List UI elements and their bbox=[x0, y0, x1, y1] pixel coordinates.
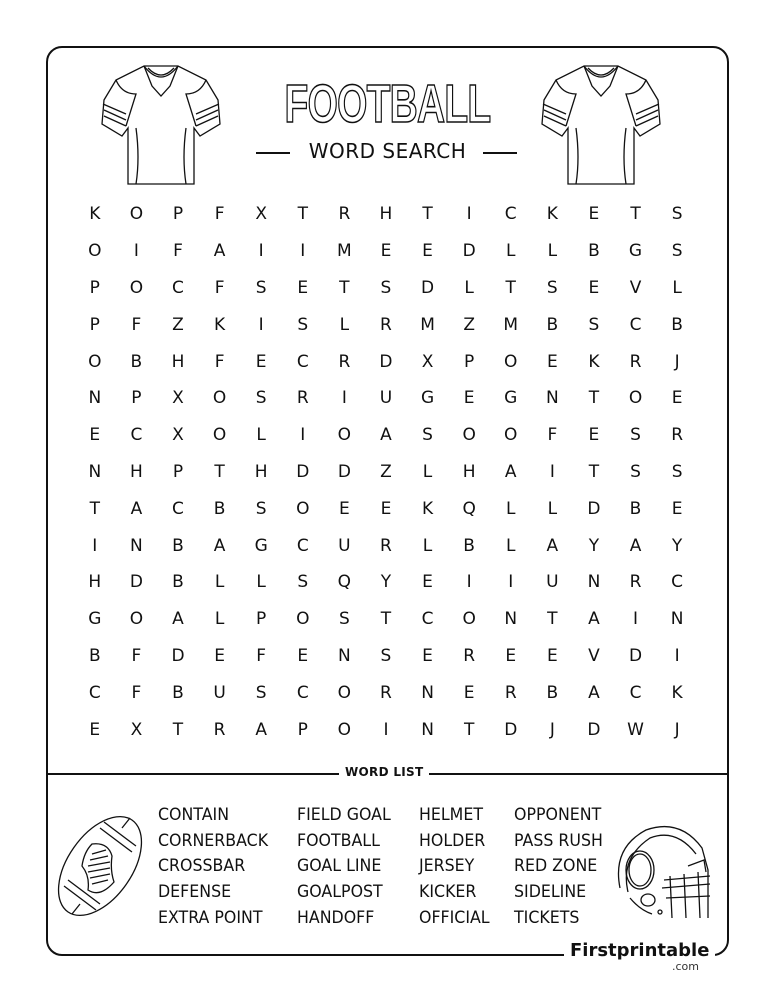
grid-cell: R bbox=[338, 351, 351, 372]
grid-cell: C bbox=[130, 425, 143, 446]
word-list-item: HANDOFF bbox=[297, 907, 375, 928]
grid-cell: H bbox=[254, 461, 268, 482]
subtitle-rule-right bbox=[483, 152, 517, 154]
grid-cell: T bbox=[630, 204, 641, 225]
grid-cell: A bbox=[255, 719, 267, 740]
grid-cell: I bbox=[633, 609, 639, 630]
grid-cell: K bbox=[421, 498, 434, 519]
grid-cell: D bbox=[171, 645, 185, 666]
grid-cell: A bbox=[172, 609, 184, 630]
grid-cell: B bbox=[213, 498, 226, 519]
grid-cell: O bbox=[628, 388, 643, 409]
grid-cell: K bbox=[214, 314, 226, 335]
grid-cell: R bbox=[380, 314, 392, 335]
word-list-item: OFFICIAL bbox=[419, 907, 490, 928]
brand-logo: Firstprintable bbox=[564, 940, 715, 961]
word-list-item: HOLDER bbox=[419, 830, 486, 851]
word-list-item: FIELD GOAL bbox=[297, 805, 391, 825]
word-list-column bbox=[419, 803, 495, 932]
grid-cell: S bbox=[255, 682, 267, 703]
grid-cell: U bbox=[213, 682, 226, 703]
grid-cell: T bbox=[588, 388, 600, 409]
grid-cell: N bbox=[587, 572, 601, 593]
word-list-item: SIDELINE bbox=[514, 882, 587, 903]
grid-row bbox=[74, 196, 698, 233]
grid-cell: T bbox=[214, 461, 225, 482]
grid-cell: T bbox=[463, 719, 475, 740]
grid-row bbox=[74, 711, 698, 748]
helmet-icon bbox=[610, 818, 710, 918]
grid-cell: E bbox=[338, 498, 350, 519]
grid-cell: P bbox=[89, 314, 100, 335]
grid-cell: O bbox=[212, 388, 227, 409]
football-icon bbox=[52, 808, 148, 924]
grid-cell: K bbox=[588, 351, 600, 372]
grid-cell: O bbox=[88, 241, 102, 262]
grid-cell: R bbox=[671, 425, 684, 446]
grid-cell: N bbox=[421, 682, 434, 703]
grid-cell: A bbox=[588, 609, 600, 630]
grid-cell: E bbox=[422, 241, 433, 262]
grid-cell: E bbox=[546, 351, 558, 372]
grid-cell: T bbox=[297, 204, 308, 225]
grid-cell: I bbox=[300, 425, 306, 446]
grid-cell: E bbox=[505, 645, 517, 666]
word-list-item: GOAL LINE bbox=[297, 856, 382, 877]
word-list-item: DEFENSE bbox=[158, 882, 232, 903]
grid-cell: G bbox=[420, 388, 435, 409]
grid-cell: O bbox=[337, 682, 352, 703]
word-list-item: FOOTBALL bbox=[297, 830, 380, 851]
grid-cell: P bbox=[464, 351, 475, 372]
grid-cell: L bbox=[256, 572, 266, 593]
grid-cell: G bbox=[88, 609, 102, 630]
grid-cell: E bbox=[255, 351, 267, 372]
grid-cell: G bbox=[628, 241, 643, 262]
grid-cell: F bbox=[214, 204, 225, 225]
grid-row bbox=[74, 417, 698, 454]
word-list-item: GOALPOST bbox=[297, 882, 383, 903]
grid-cell: O bbox=[296, 609, 310, 630]
grid-cell: I bbox=[383, 719, 389, 740]
grid-cell: Z bbox=[463, 314, 475, 335]
grid-cell: S bbox=[297, 314, 309, 335]
grid-cell: O bbox=[337, 719, 352, 740]
grid-cell: N bbox=[504, 609, 518, 630]
grid-cell: G bbox=[254, 535, 268, 556]
grid-cell: R bbox=[629, 351, 642, 372]
word-list-item: CONTAIN bbox=[158, 805, 230, 825]
grid-cell: M bbox=[420, 314, 435, 335]
grid-cell: T bbox=[172, 719, 184, 740]
grid-cell: Y bbox=[671, 535, 683, 556]
grid-cell: K bbox=[671, 682, 683, 703]
grid-cell: L bbox=[339, 314, 350, 335]
grid-cell: N bbox=[88, 461, 102, 482]
grid-row bbox=[74, 527, 698, 564]
grid-cell: N bbox=[545, 388, 559, 409]
grid-cell: C bbox=[504, 204, 517, 225]
grid-cell: W bbox=[627, 719, 644, 740]
grid-cell: R bbox=[463, 645, 476, 666]
grid-cell: O bbox=[88, 351, 102, 372]
grid-cell: O bbox=[212, 425, 227, 446]
grid-cell: I bbox=[508, 572, 514, 593]
grid-cell: C bbox=[88, 682, 101, 703]
grid-row bbox=[74, 233, 698, 270]
grid-cell: A bbox=[588, 682, 600, 703]
grid-cell: E bbox=[89, 719, 101, 740]
grid-cell: C bbox=[172, 277, 184, 298]
grid-cell: F bbox=[131, 314, 142, 335]
grid-cell: T bbox=[89, 498, 100, 519]
grid-cell: A bbox=[130, 498, 143, 519]
grid-cell: A bbox=[380, 425, 392, 446]
word-list-item: CORNERBACK bbox=[158, 830, 269, 851]
grid-cell: Y bbox=[588, 535, 600, 556]
grid-cell: D bbox=[587, 498, 601, 519]
grid-cell: A bbox=[546, 535, 559, 556]
grid-cell: L bbox=[422, 535, 433, 556]
grid-cell: P bbox=[172, 461, 184, 482]
grid-cell: S bbox=[380, 277, 392, 298]
grid-cell: B bbox=[671, 314, 683, 335]
grid-cell: D bbox=[129, 572, 143, 593]
grid-cell: I bbox=[674, 645, 680, 666]
grid-cell: D bbox=[628, 645, 643, 666]
grid-cell: S bbox=[588, 314, 600, 335]
grid-row bbox=[74, 270, 698, 307]
grid-cell: E bbox=[297, 277, 309, 298]
grid-cell: A bbox=[504, 461, 517, 482]
grid-cell: S bbox=[255, 388, 267, 409]
grid-cell: B bbox=[88, 645, 101, 666]
grid-cell: B bbox=[629, 498, 642, 519]
grid-cell: E bbox=[380, 241, 392, 262]
word-list-item: CROSSBAR bbox=[158, 856, 246, 877]
grid-cell: O bbox=[504, 425, 518, 446]
grid-cell: I bbox=[133, 241, 139, 262]
grid-cell: I bbox=[92, 535, 98, 556]
grid-cell: E bbox=[89, 425, 101, 446]
grid-cell: B bbox=[463, 535, 475, 556]
grid-cell: I bbox=[341, 388, 347, 409]
right-jersey-icon bbox=[536, 58, 666, 188]
grid-cell: X bbox=[421, 351, 434, 372]
grid-cell: L bbox=[422, 461, 433, 482]
grid-cell: O bbox=[129, 609, 144, 630]
grid-row bbox=[74, 638, 698, 675]
word-list-column bbox=[158, 803, 276, 932]
grid-cell: J bbox=[674, 719, 680, 740]
grid-cell: M bbox=[503, 314, 519, 335]
grid-cell: P bbox=[89, 277, 100, 298]
grid-cell: U bbox=[379, 388, 393, 409]
grid-row bbox=[74, 454, 698, 491]
left-jersey-icon bbox=[96, 58, 226, 188]
word-list-item: EXTRA POINT bbox=[158, 907, 263, 928]
grid-cell: I bbox=[258, 314, 264, 335]
grid-cell: L bbox=[547, 498, 558, 519]
grid-cell: H bbox=[129, 461, 143, 482]
grid-cell: V bbox=[588, 645, 600, 666]
word-list-column bbox=[297, 803, 398, 932]
grid-cell: Q bbox=[337, 572, 352, 593]
grid-cell: R bbox=[504, 682, 517, 703]
grid-cell: U bbox=[546, 572, 559, 593]
grid-cell: N bbox=[421, 719, 434, 740]
grid-cell: C bbox=[421, 609, 434, 630]
grid-cell: S bbox=[546, 277, 558, 298]
grid-cell: D bbox=[337, 461, 351, 482]
grid-cell: R bbox=[296, 388, 309, 409]
grid-cell: L bbox=[505, 241, 516, 262]
grid-cell: C bbox=[296, 535, 309, 556]
grid-cell: I bbox=[549, 461, 555, 482]
grid-cell: R bbox=[380, 682, 392, 703]
word-list-item: TICKETS bbox=[514, 907, 580, 928]
grid-cell: S bbox=[255, 498, 267, 519]
grid-cell: E bbox=[214, 645, 225, 666]
grid-cell: R bbox=[213, 719, 226, 740]
grid-cell: T bbox=[339, 277, 350, 298]
grid-cell: E bbox=[671, 498, 683, 519]
grid-cell: O bbox=[129, 277, 144, 298]
grid-cell: D bbox=[587, 719, 601, 740]
grid-cell: H bbox=[88, 572, 102, 593]
grid-cell: T bbox=[588, 461, 600, 482]
grid-row bbox=[74, 490, 698, 527]
grid-cell: P bbox=[131, 388, 142, 409]
grid-cell: T bbox=[505, 277, 516, 298]
grid-cell: A bbox=[629, 535, 642, 556]
grid-cell: C bbox=[671, 572, 684, 593]
page-title: FOOTBALL bbox=[284, 74, 491, 134]
grid-cell: B bbox=[130, 351, 143, 372]
grid-row bbox=[74, 674, 698, 711]
word-list-column bbox=[514, 803, 610, 932]
grid-cell: L bbox=[464, 277, 474, 298]
grid-row bbox=[74, 343, 698, 380]
grid-cell: T bbox=[422, 204, 433, 225]
word-list-item: JERSEY bbox=[419, 856, 475, 877]
grid-cell: S bbox=[671, 241, 683, 262]
word-list-item: OPPONENT bbox=[514, 805, 602, 825]
grid-cell: B bbox=[588, 241, 600, 262]
grid-cell: O bbox=[462, 425, 476, 446]
grid-cell: E bbox=[297, 645, 309, 666]
grid-cell: L bbox=[505, 498, 516, 519]
grid-cell: T bbox=[380, 609, 392, 630]
word-list-item: HELMET bbox=[419, 805, 483, 825]
grid-cell: U bbox=[338, 535, 351, 556]
grid-cell: D bbox=[504, 719, 518, 740]
grid-cell: C bbox=[629, 682, 642, 703]
grid-cell: S bbox=[297, 572, 309, 593]
grid-cell: E bbox=[588, 277, 600, 298]
grid-cell: P bbox=[297, 719, 308, 740]
grid-cell: Y bbox=[380, 572, 392, 593]
grid-cell: S bbox=[630, 461, 641, 482]
grid-cell: N bbox=[338, 645, 351, 666]
grid-cell: O bbox=[462, 609, 476, 630]
grid-row bbox=[74, 380, 698, 417]
grid-cell: D bbox=[379, 351, 393, 372]
grid-cell: O bbox=[296, 498, 310, 519]
grid-cell: J bbox=[549, 719, 555, 740]
grid-cell: A bbox=[213, 241, 226, 262]
grid-cell: R bbox=[338, 204, 351, 225]
grid-cell: O bbox=[129, 204, 144, 225]
grid-cell: N bbox=[130, 535, 143, 556]
grid-row bbox=[74, 564, 698, 601]
grid-cell: F bbox=[256, 645, 267, 666]
grid-cell: C bbox=[629, 314, 642, 335]
grid-cell: B bbox=[546, 682, 559, 703]
grid-cell: E bbox=[671, 388, 683, 409]
grid-cell: H bbox=[171, 351, 185, 372]
grid-cell: M bbox=[337, 241, 352, 262]
grid-cell: L bbox=[672, 277, 682, 298]
grid-cell: G bbox=[504, 388, 518, 409]
grid-cell: N bbox=[670, 609, 684, 630]
grid-cell: B bbox=[172, 682, 184, 703]
grid-cell: C bbox=[296, 682, 309, 703]
grid-cell: E bbox=[588, 425, 600, 446]
grid-cell: L bbox=[505, 535, 516, 556]
grid-cell: F bbox=[214, 351, 225, 372]
grid-row bbox=[74, 601, 698, 638]
grid-cell: P bbox=[172, 204, 184, 225]
grid-cell: E bbox=[463, 682, 475, 703]
grid-cell: F bbox=[547, 425, 558, 446]
grid-cell: V bbox=[629, 277, 642, 298]
grid-cell: I bbox=[466, 204, 472, 225]
grid-cell: D bbox=[462, 241, 476, 262]
grid-cell: I bbox=[466, 572, 472, 593]
word-list-label: WORD LIST bbox=[339, 765, 429, 779]
grid-cell: N bbox=[88, 388, 102, 409]
grid-cell: B bbox=[172, 572, 184, 593]
grid-cell: E bbox=[463, 388, 475, 409]
grid-cell: E bbox=[380, 498, 392, 519]
grid-cell: E bbox=[588, 204, 600, 225]
grid-cell: S bbox=[338, 609, 350, 630]
grid-cell: H bbox=[462, 461, 476, 482]
grid-cell: F bbox=[131, 645, 142, 666]
grid-cell: I bbox=[300, 241, 306, 262]
grid-cell: L bbox=[256, 425, 266, 446]
grid-cell: P bbox=[256, 609, 267, 630]
grid-cell: T bbox=[547, 609, 558, 630]
grid-cell: E bbox=[422, 572, 433, 593]
grid-cell: D bbox=[296, 461, 310, 482]
grid-cell: E bbox=[546, 645, 558, 666]
grid-cell: S bbox=[422, 425, 433, 446]
grid-cell: I bbox=[258, 241, 264, 262]
brand-suffix: .com bbox=[672, 960, 699, 973]
grid-cell: A bbox=[213, 535, 226, 556]
grid-cell: L bbox=[214, 572, 225, 593]
word-list-item: PASS RUSH bbox=[514, 830, 603, 851]
grid-cell: S bbox=[671, 461, 683, 482]
grid-cell: X bbox=[172, 388, 184, 409]
grid-cell: O bbox=[337, 425, 352, 446]
grid-cell: J bbox=[674, 351, 680, 372]
grid-cell: D bbox=[421, 277, 435, 298]
grid-cell: Z bbox=[380, 461, 392, 482]
grid-cell: C bbox=[172, 498, 184, 519]
grid-cell: R bbox=[380, 535, 392, 556]
grid-cell: B bbox=[172, 535, 184, 556]
grid-cell: S bbox=[630, 425, 641, 446]
grid-cell: S bbox=[671, 204, 683, 225]
letter-grid bbox=[74, 196, 698, 748]
grid-cell: X bbox=[255, 204, 267, 225]
grid-cell: R bbox=[629, 572, 642, 593]
grid-cell: F bbox=[214, 277, 225, 298]
grid-cell: O bbox=[504, 351, 518, 372]
grid-cell: L bbox=[547, 241, 558, 262]
grid-cell: C bbox=[296, 351, 309, 372]
grid-cell: S bbox=[380, 645, 392, 666]
grid-row bbox=[74, 306, 698, 343]
grid-cell: X bbox=[172, 425, 184, 446]
grid-cell: H bbox=[379, 204, 393, 225]
grid-cell: S bbox=[255, 277, 267, 298]
grid-cell: B bbox=[546, 314, 559, 335]
word-list-item: KICKER bbox=[419, 882, 477, 903]
grid-cell: E bbox=[422, 645, 433, 666]
grid-cell: F bbox=[131, 682, 142, 703]
word-list-item: RED ZONE bbox=[514, 856, 598, 877]
grid-cell: L bbox=[214, 609, 225, 630]
grid-cell: Q bbox=[462, 498, 476, 519]
grid-cell: K bbox=[89, 204, 101, 225]
page-subtitle: WORD SEARCH bbox=[308, 139, 467, 163]
grid-cell: K bbox=[546, 204, 558, 225]
grid-cell: F bbox=[173, 241, 183, 262]
grid-cell: Z bbox=[172, 314, 184, 335]
grid-cell: X bbox=[130, 719, 143, 740]
